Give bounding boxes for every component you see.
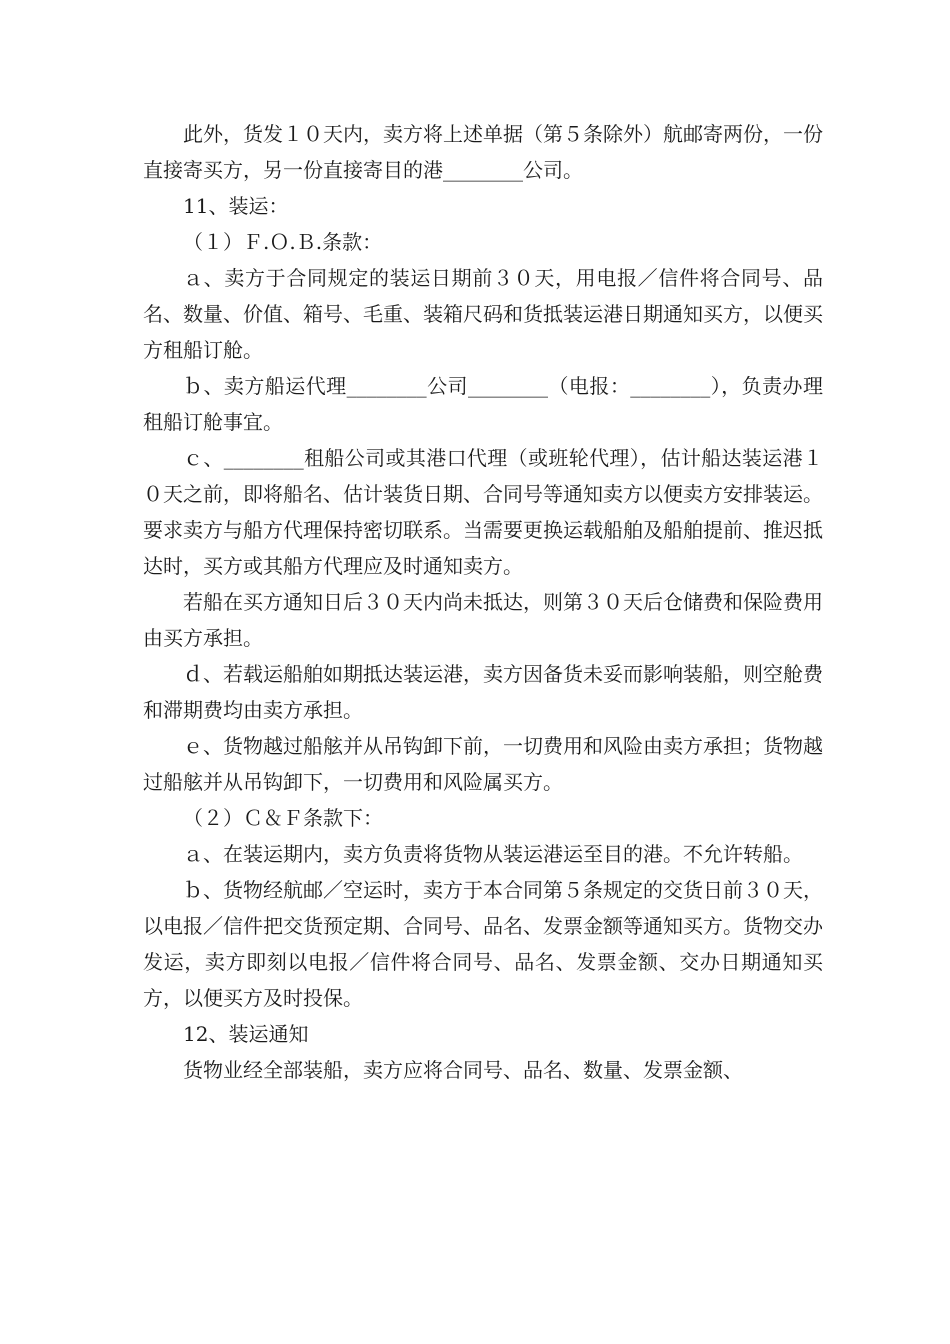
paragraph-fob-delay: 若船在买方通知日后３０天内尚未抵达，则第３０天后仓储费和保险费用由买方承担。 [143,590,823,650]
section-heading-shipment: 11、装运： [183,194,289,218]
paragraph-shipment-notice: 货物业经全部装船，卖方应将合同号、品名、数量、发票金额、 [183,1058,743,1082]
paragraph-cf-b: ｂ、货物经航邮／空运时，卖方于本合同第５条规定的交货日前３０天，以电报／信件把交货预定期、合同号、品名、发票金额等通知买方。货物交办发运，卖方即刻以电报／信件将合同号、品名、发票金额、交办日期通知买方，以便买方及时投保。 [143,878,823,1010]
paragraph-fob-a: ａ、卖方于合同规定的装运日期前３０天，用电报／信件将合同号、品名、数量、价值、箱号、毛重、装箱尺码和货抵装运港日期通知买方，以便买方租船订舱。 [143,266,823,362]
paragraph-intro-documents: 此外，货发１０天内，卖方将上述单据（第５条除外）航邮寄两份，一份直接寄买方，另一份直接寄目的港________公司。 [143,122,823,182]
paragraph-fob-b: ｂ、卖方船运代理________公司________（电报：________），负责办理租船订舱事宜。 [143,374,823,434]
paragraph-fob-c: ｃ、________租船公司或其港口代理（或班轮代理），估计船达装运港１０天之前，即将船名、估计装货日期、合同号等通知卖方以便卖方安排装运。要求卖方与船方代理保持密切联系。当需要更换运载船舶及船舶提前、推迟抵达时，买方或其船方代理应及时通知卖方。 [143,446,823,578]
section-heading-shipment-notice: 12、装运通知 [183,1022,309,1046]
subsection-heading-fob: （１）Ｆ.Ｏ.Ｂ.条款： [183,230,383,254]
paragraph-fob-e: ｅ、货物越过船舷并从吊钩卸下前，一切费用和风险由卖方承担；货物越过船舷并从吊钩卸下，一切费用和风险属买方。 [143,734,823,794]
paragraph-fob-d: ｄ、若载运船舶如期抵达装运港，卖方因备货未妥而影响装船，则空舱费和滞期费均由卖方承担。 [143,662,823,722]
subsection-heading-cf: （２）Ｃ＆Ｆ条款下： [183,806,383,830]
document-body [143,116,823,1088]
paragraph-cf-a: ａ、在装运期内，卖方负责将货物从装运港运至目的港。不允许转船。 [183,842,803,866]
